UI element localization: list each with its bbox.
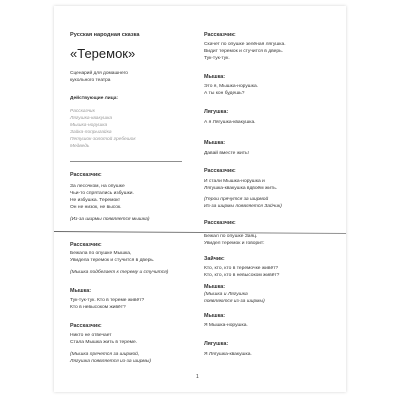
page-title: «Теремок»	[70, 46, 136, 61]
dialogue-line: Он не низок, не высок.	[70, 205, 122, 210]
dialogue-line: Никто не отвечает	[70, 333, 112, 338]
dialogue-line: Тук-тук-тук.	[204, 56, 230, 61]
cast-item: Петушок-золотой гребешок	[70, 137, 136, 142]
stage-direction: Из-за ширмы появляется Зайчик)	[204, 204, 282, 209]
dialogue-line: Тук-тук-тук. Кто в тереме живёт?	[70, 298, 145, 303]
dialogue-line: Не избушка. Теремок!	[70, 198, 120, 203]
dialogue-line: Кто, кто, кто в теремочке живёт?	[204, 266, 279, 271]
speaker-label: Рассказчик:	[204, 32, 236, 38]
speaker-label: Рассказчик:	[70, 323, 102, 329]
stage-direction: (Мышка прячется за ширмой,	[70, 352, 140, 357]
divider	[70, 161, 182, 162]
speaker-label: Зайчик:	[204, 256, 225, 262]
dialogue-line: Увидел теремок и говорит:	[204, 241, 265, 246]
paper-fold-line	[54, 231, 346, 234]
dialogue-line: Это я, Мышка-норушка.	[204, 84, 259, 89]
dialogue-line: Я Лягушка-квакушка.	[204, 352, 252, 357]
cast-item: Зайка-попрыгайка	[70, 130, 112, 135]
speaker-label: Рассказчик:	[70, 172, 102, 178]
cast-item: Мышка-норушка	[70, 123, 108, 128]
speaker-label: Мышка:	[204, 313, 226, 319]
dialogue-line: Бежал по опушке Заяц.	[204, 234, 258, 239]
speaker-label: Мышка:	[204, 74, 226, 80]
dialogue-line: Чьи-то спрятались избушки.	[70, 191, 134, 196]
cast-item: Медведь	[70, 144, 90, 149]
stage-direction: (Из-за ширмы появляется мышка)	[70, 217, 150, 222]
dialogue-line: А ты кон будешь?	[204, 91, 245, 96]
dialogue-line: Давай вместе жить!	[204, 151, 249, 156]
dialogue-line: Бежала по опушке Мышка,	[70, 251, 132, 256]
dialogue-line: Я Мышка-норушка.	[204, 323, 248, 328]
stage-direction: (Мышка подбегает к терему и стучится)	[70, 270, 169, 275]
speaker-label: Рассказчик:	[70, 242, 102, 248]
dialogue-line: Увидела теремок и стучится в дверь.	[70, 258, 155, 263]
cast-item: Лягушка-квакушка	[70, 116, 113, 121]
dialogue-line: И стали Мышка-норушка и	[204, 179, 265, 184]
intro-line: кукольного театра	[70, 78, 111, 83]
script-page	[54, 6, 346, 392]
dialogue-line: Скачет по опушке зелёная лягушка.	[204, 42, 286, 47]
dialogue-line: За лесочком, на опушке	[70, 184, 125, 189]
stage-direction: (Мышка и Лягушка	[204, 292, 248, 297]
cast-item: Рассказчик	[70, 109, 95, 114]
intro-line: Сценарий для домашнего	[70, 71, 128, 76]
stage-direction: появляются из-за ширмы)	[204, 299, 265, 304]
stage-direction: Лягушка появляется из-за ширмы)	[70, 359, 151, 364]
speaker-label: Мышка:	[204, 284, 226, 290]
speaker-label: Мышка:	[204, 140, 226, 146]
dialogue-line: Стала Мышка жить в тереме.	[70, 340, 138, 345]
speaker-label: Мышка:	[70, 288, 92, 294]
dialogue-line: Лягушка-квакушка вдвоём жить.	[204, 186, 278, 191]
speaker-label: Рассказчик:	[204, 220, 236, 226]
speaker-label: Рассказчик:	[204, 168, 236, 174]
dialogue-line: А я Лягушка-квакушка.	[204, 120, 256, 125]
page-number: 1	[196, 374, 199, 380]
dialogue-line: Кто, кто, кто в невысоком живёт?	[204, 273, 280, 278]
speaker-label: Лягушка:	[204, 341, 229, 347]
dialogue-line: Видит теремок и стучится в дверь.	[204, 49, 283, 54]
cast-heading: Действующие лица:	[70, 96, 118, 101]
subtitle: Русская народная сказка	[70, 32, 140, 38]
speaker-label: Лягушка:	[204, 109, 229, 115]
dialogue-line: Кто в невысоком живёт?	[70, 305, 126, 310]
stage-direction: (Герои прячутся за ширмой	[204, 197, 269, 202]
